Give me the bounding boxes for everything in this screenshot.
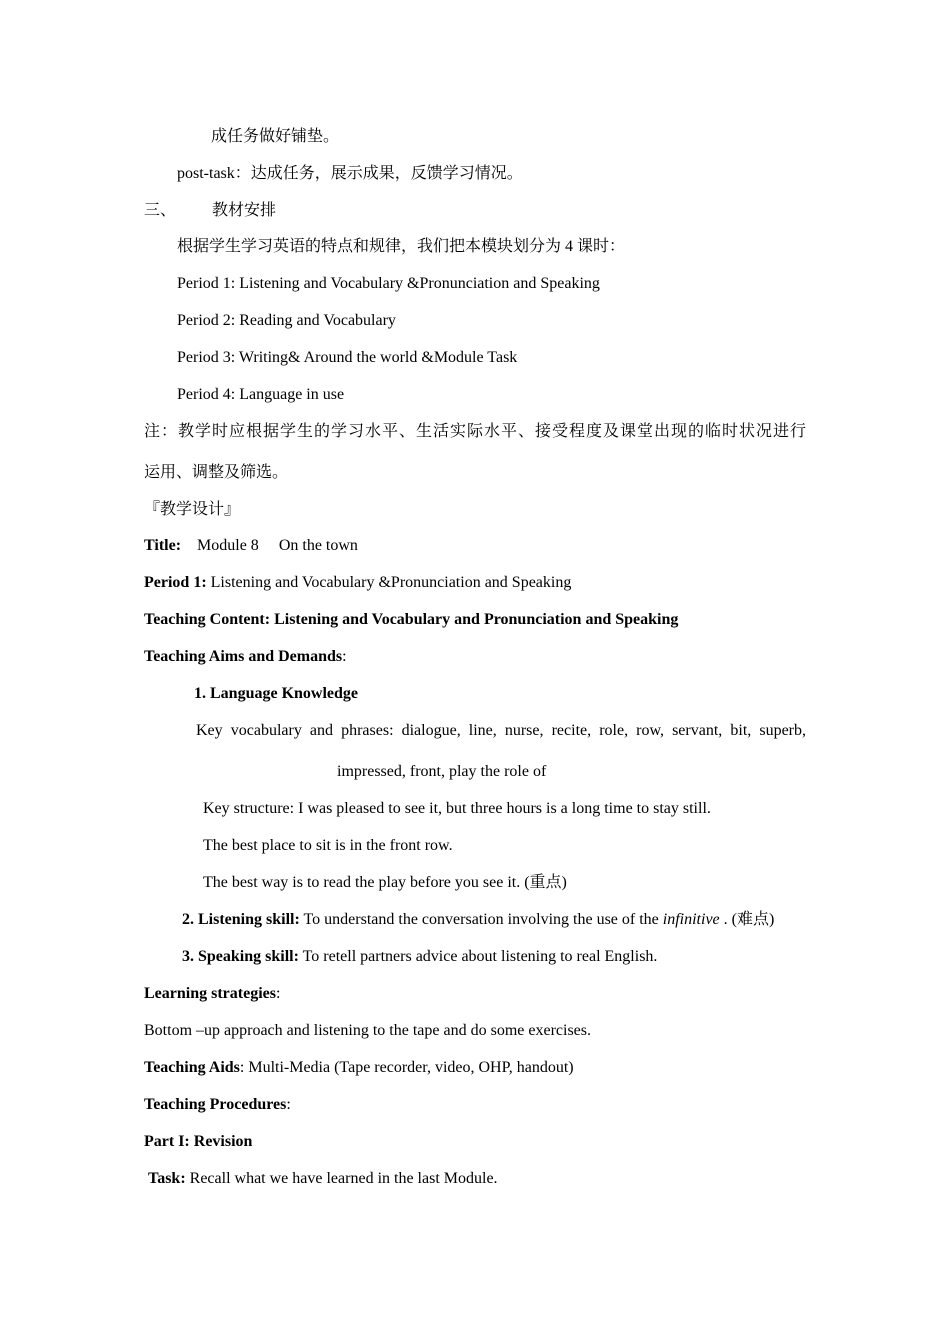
- speaking-label: 3. Speaking skill:: [182, 948, 299, 965]
- procedures-label: Teaching Procedures: [144, 1096, 287, 1113]
- strategies-colon: :: [275, 985, 281, 1002]
- part-1-heading: Part I: Revision: [144, 1133, 253, 1150]
- speaking-skill: [182, 947, 657, 967]
- period-3-item: Period 3: Writing& Around the world &Module Task: [177, 349, 518, 366]
- period-2-item: Period 2: Reading and Vocabulary: [177, 312, 396, 329]
- title-line: [144, 536, 358, 556]
- key-structure-2: The best place to sit is in the front row.: [203, 837, 453, 854]
- period-4-item: Period 4: Language in use: [177, 386, 345, 403]
- strategies-label: Learning strategies: [144, 985, 276, 1002]
- period-1-text: Listening and Vocabulary &Pronunciation and Speaking: [206, 574, 572, 591]
- listening-emphasis: infinitive: [662, 911, 720, 928]
- aids-label: Teaching Aids: [144, 1059, 240, 1076]
- period-1-label: Period 1:: [144, 574, 207, 591]
- aids-text: : Multi-Media (Tape recorder, video, OHP, handout): [239, 1059, 574, 1076]
- post-task-line: post-task：达成任务，展示成果，反馈学习情况。: [177, 165, 523, 182]
- vocabulary-line-1: Key vocabulary and phrases: dialogue, line, nurse, recite, role, row, servant, bit, superb,: [196, 722, 806, 739]
- design-heading: 『教学设计』: [144, 501, 241, 518]
- aims-colon: :: [342, 648, 347, 665]
- module-name: On the town: [278, 537, 358, 554]
- language-knowledge-heading: 1. Language Knowledge: [194, 685, 359, 702]
- vocabulary-line-2: impressed, front, play the role of: [337, 763, 547, 780]
- speaking-text: To retell partners advice about listening to real English.: [298, 948, 658, 965]
- period-1-item: Period 1: Listening and Vocabulary &Pronunciation and Speaking: [177, 275, 600, 292]
- intro-line: 成任务做好铺垫。: [211, 128, 340, 145]
- module-number: Module 8: [197, 537, 259, 554]
- note-line-2: 运用、调整及筛选。: [144, 464, 289, 481]
- note-line-1: 注：教学时应根据学生的学习水平、生活实际水平、接受程度及课堂出现的临时状况进行: [144, 423, 806, 440]
- listening-skill: [182, 910, 774, 930]
- listening-tail: . (难点): [719, 911, 775, 928]
- section-heading: [144, 201, 276, 221]
- strategies-heading: [144, 984, 280, 1004]
- period-1-heading: [144, 573, 571, 593]
- aims-label: Teaching Aims and Demands: [144, 648, 343, 665]
- teaching-content: Teaching Content: Listening and Vocabulary and Pronunciation and Speaking: [144, 611, 679, 628]
- procedures-colon: :: [286, 1096, 291, 1113]
- procedures-heading: [144, 1095, 291, 1115]
- key-structure-1: Key structure: I was pleased to see it, but three hours is a long time to stay still.: [203, 800, 711, 817]
- strategies-text: Bottom –up approach and listening to the tape and do some exercises.: [144, 1022, 591, 1039]
- listening-label: 2. Listening skill:: [182, 911, 300, 928]
- task-label: Task:: [148, 1170, 186, 1187]
- section-title: 教材安排: [212, 202, 277, 219]
- aims-heading: [144, 647, 347, 667]
- listening-text: To understand the conversation involving the use of the: [299, 911, 663, 928]
- key-structure-3: The best way is to read the play before you see it. (重点): [203, 874, 567, 891]
- task-text: Recall what we have learned in the last Module.: [185, 1170, 498, 1187]
- section-number: 三、: [144, 202, 177, 219]
- title-label: Title:: [144, 537, 182, 554]
- period-intro: 根据学生学习英语的特点和规律，我们把本模块划分为 4 课时：: [177, 238, 626, 255]
- teaching-aids: [144, 1058, 574, 1078]
- task-line: [148, 1169, 498, 1189]
